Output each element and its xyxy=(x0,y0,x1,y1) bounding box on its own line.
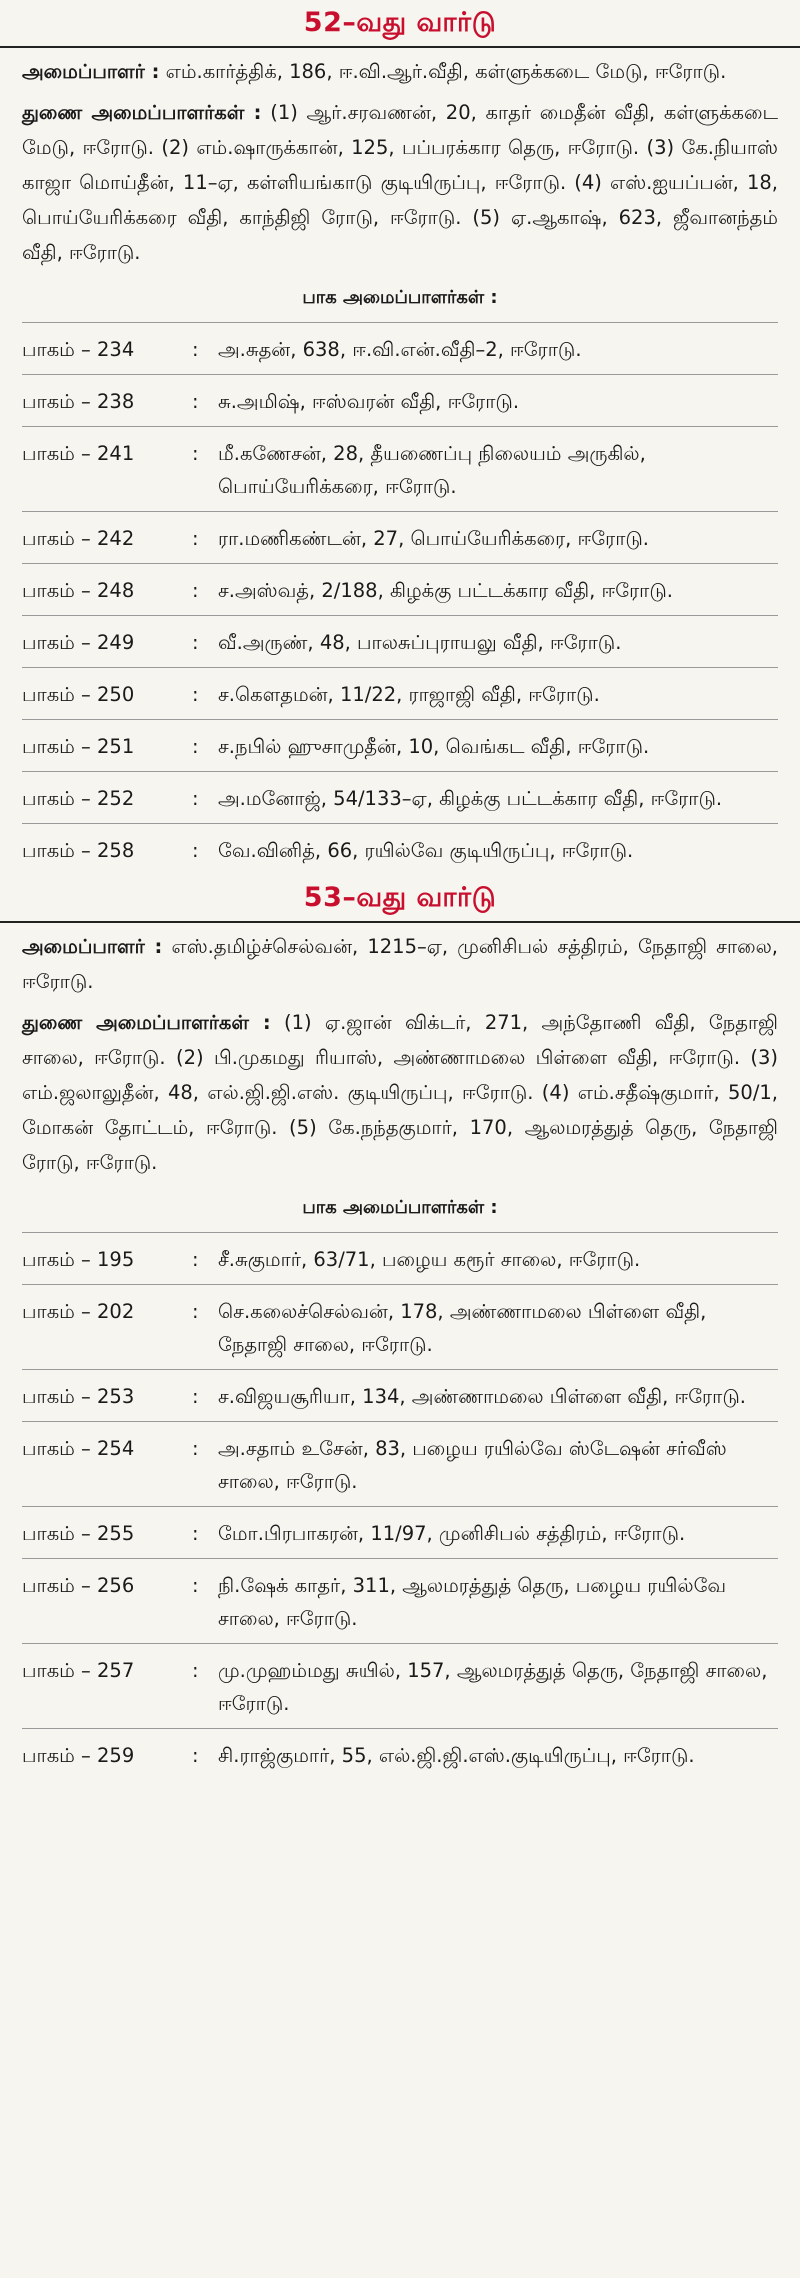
part-row: பாகம் – 241 : மீ.கணேசன், 28, தீயணைப்பு நிலையம் அருகில், பொய்யேரிக்கரை, ஈரோடு. xyxy=(22,427,778,511)
part-row: பாகம் – 248 : ச.அஸ்வத், 2/188, கிழக்கு பட்டக்கார வீதி, ஈரோடு. xyxy=(22,564,778,615)
part-row: பாகம் – 257 : மு.முஹம்மது சுயில், 157, ஆலமரத்துத் தெரு, நேதாஜி சாலை, ஈரோடு. xyxy=(22,1644,778,1728)
part-row: பாகம் – 253 : ச.விஜயசூரியா, 134, அண்ணாமலை பிள்ளை வீதி, ஈரோடு. xyxy=(22,1370,778,1421)
part-row: பாகம் – 202 : செ.கலைச்செல்வன், 178, அண்ணாமலை பிள்ளை வீதி, நேதாஜி சாலை, ஈரோடு. xyxy=(22,1285,778,1369)
divider xyxy=(0,46,800,48)
part-organizer: ச.கௌதமன், 11/22, ராஜாஜி வீதி, ஈரோடு. xyxy=(218,683,600,706)
part-row: பாகம் – 238 : சு.அமிஷ், ஈஸ்வரன் வீதி, ஈரோடு. xyxy=(22,375,778,426)
part-organizer: சீ.சுகுமார், 63/71, பழைய கரூர் சாலை, ஈரோடு. xyxy=(218,1248,641,1271)
part-organizer: அ.மனோஜ், 54/133–ஏ, கிழக்கு பட்டக்கார வீதி, ஈரோடு. xyxy=(218,787,723,810)
part-organizer: சு.அமிஷ், ஈஸ்வரன் வீதி, ஈரோடு. xyxy=(218,390,520,413)
organizer-text: எஸ்.தமிழ்ச்செல்வன், 1215–ஏ, முனிசிபல் சத்திரம், நேதாஜி சாலை, ஈரோடு. xyxy=(22,935,778,993)
part-organizer: ச.நபில் ஹுசாமுதீன், 10, வெங்கட வீதி, ஈரோடு. xyxy=(218,735,650,758)
part-row: பாகம் – 255 : மோ.பிரபாகரன், 11/97, முனிசிபல் சத்திரம், ஈரோடு. xyxy=(22,1507,778,1558)
part-number: பாகம் – 234 xyxy=(22,338,135,361)
ward-title: 53–வது வார்டு xyxy=(303,882,497,913)
part-row: பாகம் – 234 : அ.சுதன், 638, ஈ.வி.என்.வீதி–2, ஈரோடு. xyxy=(22,323,778,374)
part-organizer: செ.கலைச்செல்வன், 178, அண்ணாமலை பிள்ளை வீதி, நேதாஜி சாலை, ஈரோடு. xyxy=(218,1300,707,1356)
parts-list xyxy=(22,1232,778,1780)
part-row: பாகம் – 258 : வே.வினித், 66, ரயில்வே குடியிருப்பு, ஈரோடு. xyxy=(22,824,778,875)
part-row: பாகம் – 250 : ச.கௌதமன், 11/22, ராஜாஜி வீதி, ஈரோடு. xyxy=(22,668,778,719)
part-organizer: மோ.பிரபாகரன், 11/97, முனிசிபல் சத்திரம், ஈரோடு. xyxy=(218,1522,686,1545)
part-row: பாகம் – 256 : நி.ஷேக் காதர், 311, ஆலமரத்துத் தெரு, பழைய ரயில்வே சாலை, ஈரோடு. xyxy=(22,1559,778,1643)
divider xyxy=(0,921,800,923)
part-organizer: நி.ஷேக் காதர், 311, ஆலமரத்துத் தெரு, பழைய ரயில்வே சாலை, ஈரோடு. xyxy=(218,1574,727,1630)
part-row: பாகம் – 251 : ச.நபில் ஹுசாமுதீன், 10, வெங்கட வீதி, ஈரோடு. xyxy=(22,720,778,771)
part-organizer: ச.விஜயசூரியா, 134, அண்ணாமலை பிள்ளை வீதி, ஈரோடு. xyxy=(218,1385,746,1408)
part-number: பாகம் – 257 xyxy=(22,1659,135,1682)
part-number: பாகம் – 253 xyxy=(22,1385,135,1408)
part-number: பாகம் – 258 xyxy=(22,839,135,862)
parts-heading: பாக அமைப்பாளர்கள் : xyxy=(302,287,498,308)
organizer-label: அமைப்பாளர் : xyxy=(22,935,163,958)
part-organizer: அ.சுதன், 638, ஈ.வி.என்.வீதி–2, ஈரோடு. xyxy=(218,338,582,361)
organizer-paragraph xyxy=(22,929,778,999)
part-number: பாகம் – 202 xyxy=(22,1300,135,1323)
parts-heading: பாக அமைப்பாளர்கள் : xyxy=(302,1197,498,1218)
deputy-label: துணை அமைப்பாளர்கள் : xyxy=(22,1011,271,1034)
ward-title: 52–வது வார்டு xyxy=(303,7,497,38)
part-organizer: சி.ராஜ்குமார், 55, எல்.ஜி.ஜி.எஸ்.குடியிருப்பு, ஈரோடு. xyxy=(218,1744,695,1767)
part-number: பாகம் – 238 xyxy=(22,390,135,413)
part-number: பாகம் – 254 xyxy=(22,1437,135,1460)
part-number: பாகம் – 252 xyxy=(22,787,135,810)
organizer-text: எம்.கார்த்திக், 186, ஈ.வி.ஆர்.வீதி, கள்ளுக்கடை மேடு, ஈரோடு. xyxy=(159,60,727,83)
deputy-paragraph xyxy=(22,95,778,270)
part-number: பாகம் – 251 xyxy=(22,735,135,758)
deputy-label: துணை அமைப்பாளர்கள் : xyxy=(22,101,262,124)
part-number: பாகம் – 255 xyxy=(22,1522,135,1545)
part-row: பாகம் – 259 : சி.ராஜ்குமார், 55, எல்.ஜி.ஜி.எஸ்.குடியிருப்பு, ஈரோடு. xyxy=(22,1729,778,1780)
part-row: பாகம் – 252 : அ.மனோஜ், 54/133–ஏ, கிழக்கு பட்டக்கார வீதி, ஈரோடு. xyxy=(22,772,778,823)
part-number: பாகம் – 248 xyxy=(22,579,135,602)
deputy-text: (1) ஏ.ஜான் விக்டர், 271, அந்தோணி வீதி, நேதாஜி சாலை, ஈரோடு. (2) பி.முகமது ரியாஸ், அண்ணாமலை பிள்ளை வீதி, ஈரோடு. (3) எம்.ஜலாலுதீன், 48, எல்.ஜி.ஜி.எஸ். குடியிருப்பு, ஈரோடு. (4) எம்.சதீஷ்குமார், 50/1, மோகன் தோட்டம், ஈரோடு. (5) கே.நந்தகுமார், 170, ஆலமரத்துத் தெரு, நேதாஜி ரோடு, ஈரோடு. xyxy=(22,1011,778,1174)
part-organizer: ச.அஸ்வத், 2/188, கிழக்கு பட்டக்கார வீதி, ஈரோடு. xyxy=(218,579,673,602)
deputy-text: (1) ஆர்.சரவணன், 20, காதர் மைதீன் வீதி, கள்ளுக்கடை மேடு, ஈரோடு. (2) எம்.ஷாருக்கான், 125, பப்பரக்கார தெரு, ஈரோடு. (3) கே.நியாஸ் காஜா மொய்தீன், 11–ஏ, கள்ளியங்காடு குடியிருப்பு, ஈரோடு. (4) எஸ்.ஐயப்பன், 18, பொய்யேரிக்கரை வீதி, காந்திஜி ரோடு, ஈரோடு. (5) ஏ.ஆகாஷ், 623, ஜீவானந்தம் வீதி, ஈரோடு. xyxy=(22,101,778,264)
part-row: பாகம் – 249 : வீ.அருண், 48, பாலசுப்புராயலு வீதி, ஈரோடு. xyxy=(22,616,778,667)
part-row: பாகம் – 242 : ரா.மணிகண்டன், 27, பொய்யேரிக்கரை, ஈரோடு. xyxy=(22,512,778,563)
organizer-paragraph xyxy=(22,54,778,89)
part-number: பாகம் – 242 xyxy=(22,527,135,550)
part-number: பாகம் – 259 xyxy=(22,1744,135,1767)
parts-list xyxy=(22,322,778,875)
organizer-label: அமைப்பாளர் : xyxy=(22,60,160,83)
part-number: பாகம் – 241 xyxy=(22,442,135,465)
part-organizer: வீ.அருண், 48, பாலசுப்புராயலு வீதி, ஈரோடு. xyxy=(218,631,622,654)
part-organizer: அ.சதாம் உசேன், 83, பழைய ரயில்வே ஸ்டேஷன் சர்வீஸ் சாலை, ஈரோடு. xyxy=(218,1437,727,1493)
deputy-paragraph xyxy=(22,1005,778,1180)
part-organizer: மு.முஹம்மது சுயில், 157, ஆலமரத்துத் தெரு, நேதாஜி சாலை, ஈரோடு. xyxy=(218,1659,768,1715)
part-number: பாகம் – 195 xyxy=(22,1248,135,1271)
part-row: பாகம் – 254 : அ.சதாம் உசேன், 83, பழைய ரயில்வே ஸ்டேஷன் சர்வீஸ் சாலை, ஈரோடு. xyxy=(22,1422,778,1506)
part-number: பாகம் – 249 xyxy=(22,631,135,654)
part-number: பாகம் – 250 xyxy=(22,683,135,706)
ward-53-section xyxy=(22,875,778,1780)
ward-52-section xyxy=(22,0,778,875)
part-organizer: வே.வினித், 66, ரயில்வே குடியிருப்பு, ஈரோடு. xyxy=(218,839,634,862)
part-organizer: மீ.கணேசன், 28, தீயணைப்பு நிலையம் அருகில், பொய்யேரிக்கரை, ஈரோடு. xyxy=(218,442,646,498)
part-number: பாகம் – 256 xyxy=(22,1574,135,1597)
part-row: பாகம் – 195 : சீ.சுகுமார், 63/71, பழைய கரூர் சாலை, ஈரோடு. xyxy=(22,1233,778,1284)
part-organizer: ரா.மணிகண்டன், 27, பொய்யேரிக்கரை, ஈரோடு. xyxy=(218,527,649,550)
